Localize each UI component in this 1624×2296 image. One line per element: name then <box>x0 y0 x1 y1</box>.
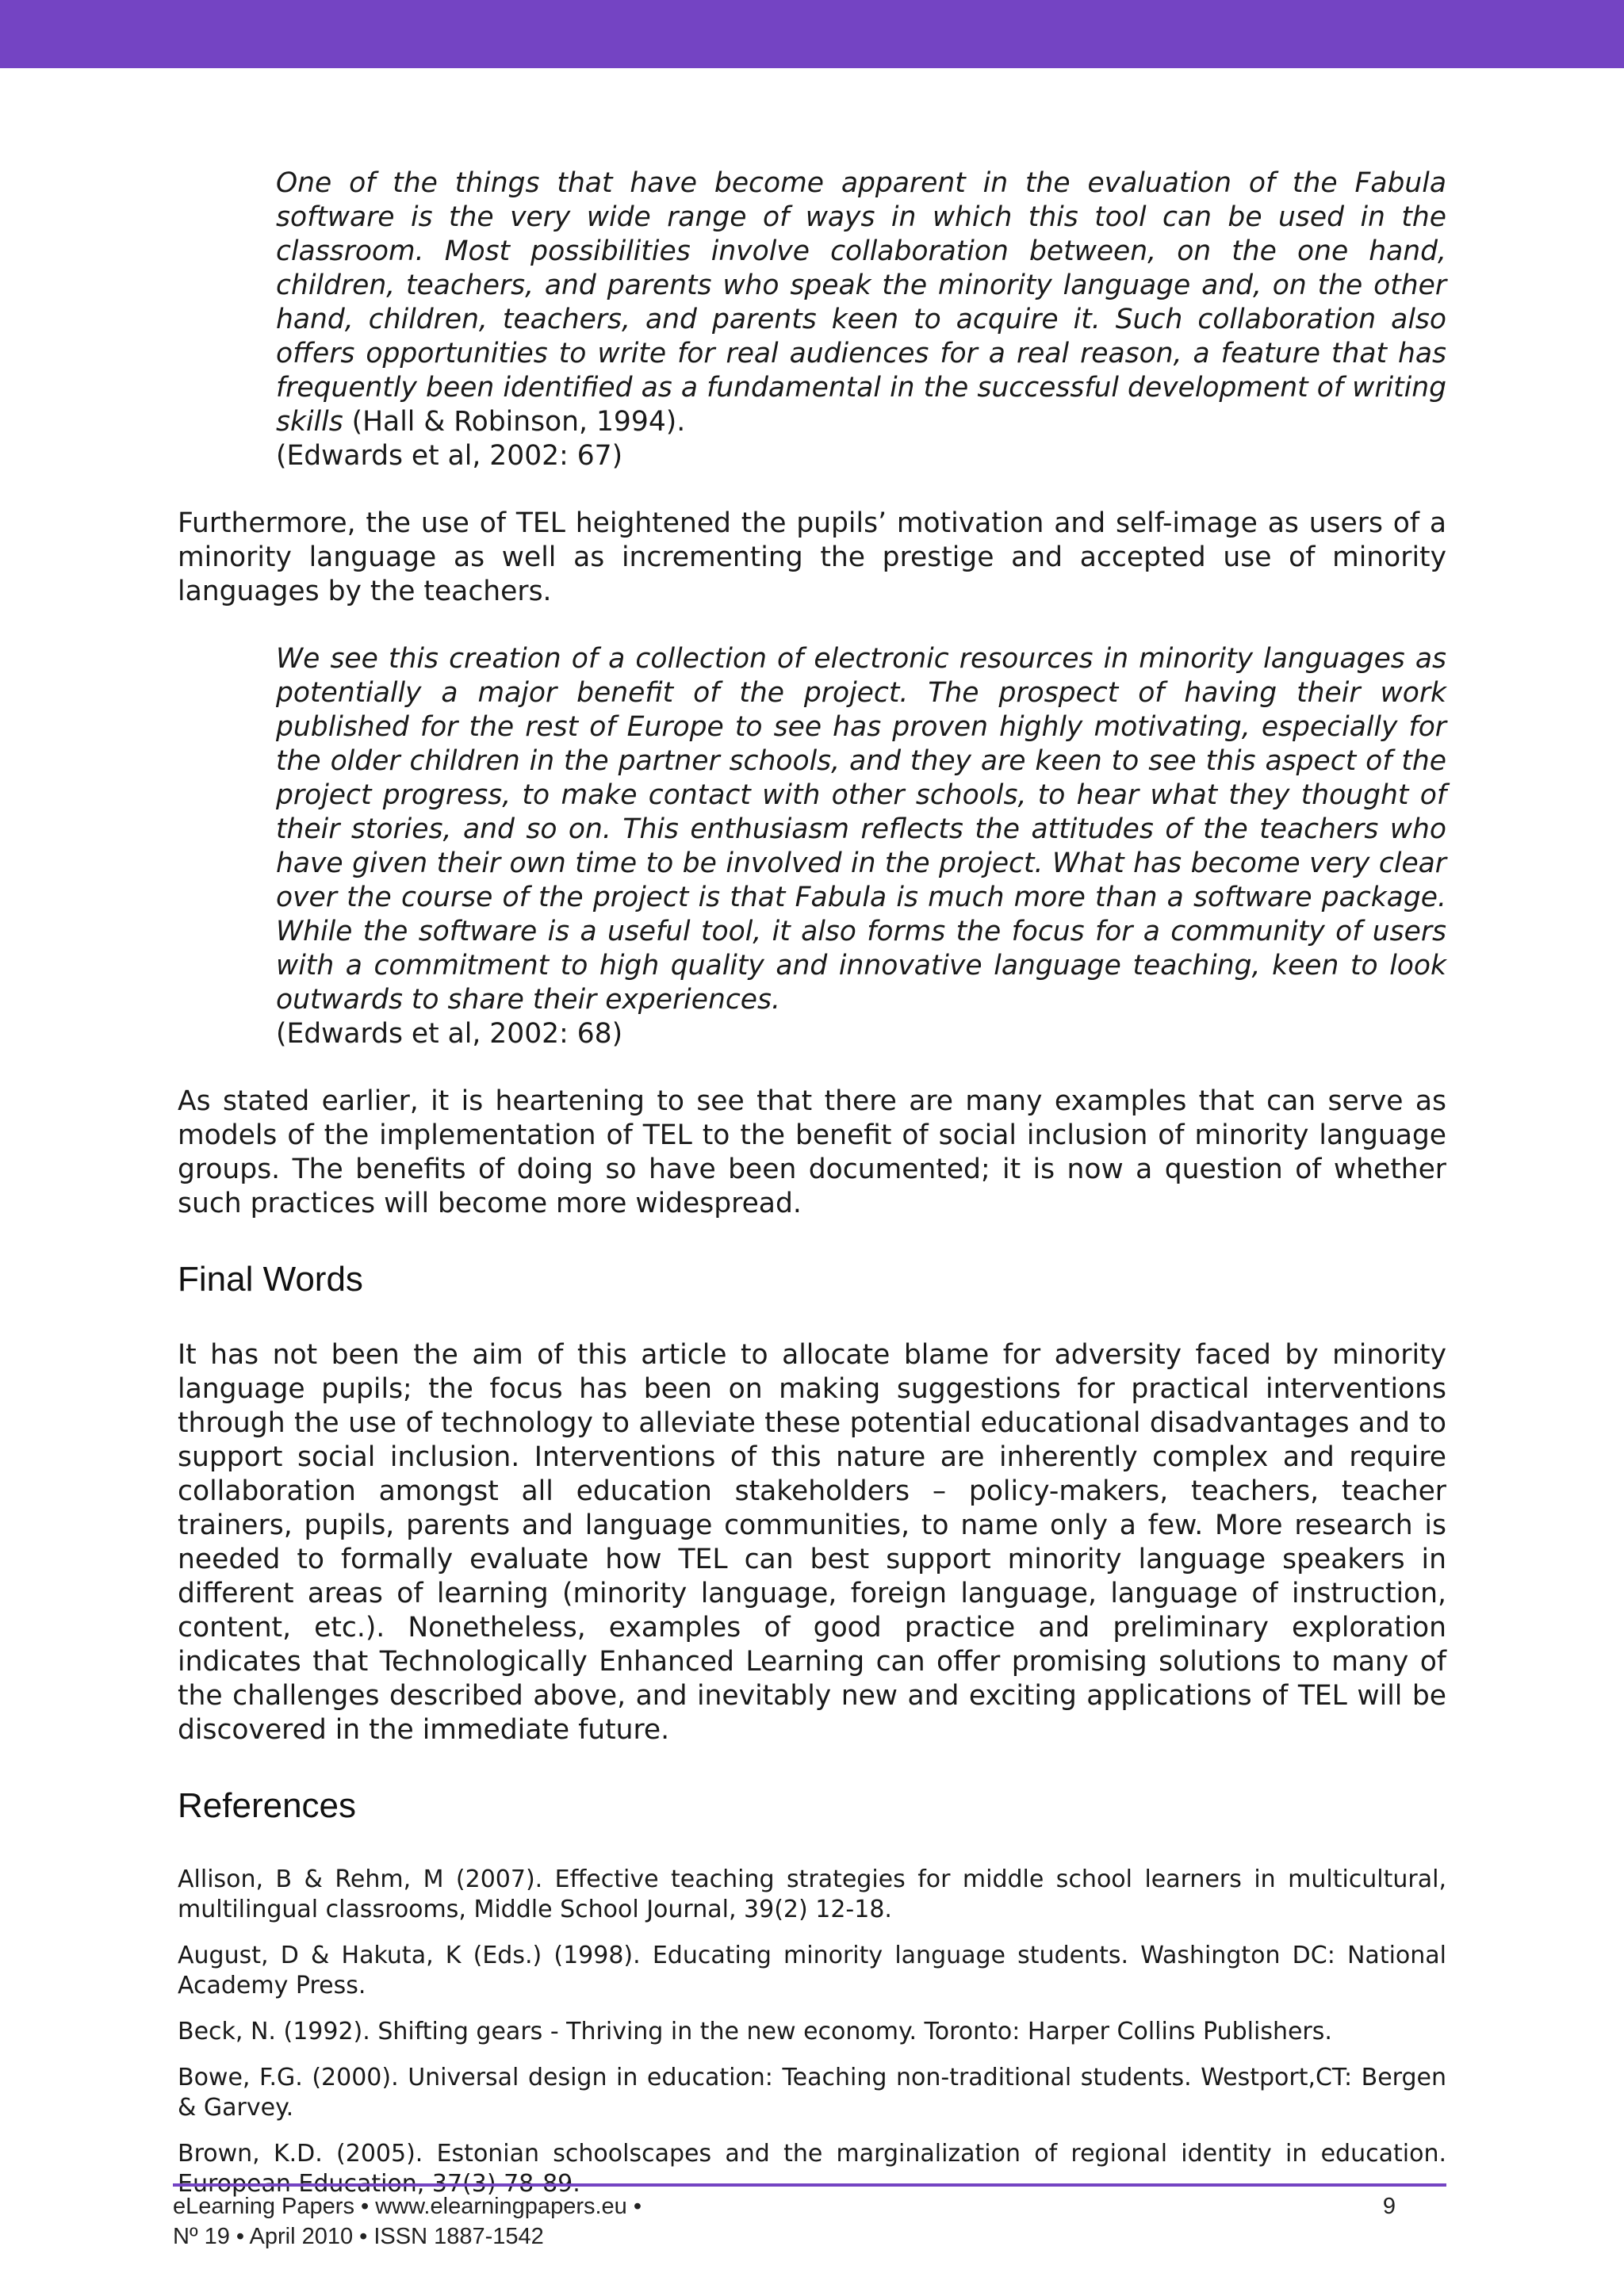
reference-item: August, D & Hakuta, K (Eds.) (1998). Educating minority language students. Washington DC: National Academy Press. <box>178 1942 1446 1999</box>
reference-item: Beck, N. (1992). Shifting gears - Thriving in the new economy. Toronto: Harper Collins Publishers. <box>178 2018 1332 2045</box>
paragraph-motivation: Furthermore, the use of TEL heightened the pupils’ motivation and self-image as users of a minority language as well as incrementing the prestige and accepted use of minority languages by the teachers. <box>178 507 1446 607</box>
inline-citation: (Hall & Robinson, 1994). <box>343 406 686 438</box>
section-heading-references: References <box>178 1786 357 1825</box>
quote-text: One of the things that have become apparent in the evaluation of the Fabula software is the very wide range of ways in which this tool can be used in the classroom. Most possibilities involve collaboration between, on the one hand, children, teachers, and parents who speak the minority language and, on the other hand, children, teachers, and parents keen to acquire it. Such collaboration also offers opportunities to write for real audiences for a real reason, a feature that has frequently been identified as a fundamental in the successful development of writing skills <box>276 167 1446 438</box>
reference-item: Bowe, F.G. (2000). Universal design in education: Teaching non-traditional students. Westport,CT: Bergen & Garvey. <box>178 2064 1446 2122</box>
reference-item: Allison, B & Rehm, M (2007). Effective teaching strategies for middle school learners in multicultural, multilingual classrooms, Middle School Journal, 39(2) 12-18. <box>178 1866 1446 1923</box>
block-quote-electronic-resources <box>276 642 1446 1051</box>
quote-source: (Edwards et al, 2002: 67) <box>276 440 623 472</box>
paragraph-final-words: It has not been the aim of this article to allocate blame for adversity faced by minority language pupils; the focus has been on making suggestions for practical interventions through the use of technology to alleviate these potential educational disadvantages and to support social inclusion. Interventions of this nature are inherently complex and require collaboration amongst all education stakeholders – policy-makers, teachers, teacher trainers, pupils, parents and language communities, to name only a few. More research is needed to formally evaluate how TEL can best support minority language speakers in different areas of learning (minority language, foreign language, language of instruction, content, etc.). Nonetheless, examples of good practice and preliminary exploration indicates that Technologically Enhanced Learning can offer promising solutions to many of the challenges described above, and inevitably new and exciting applications of TEL will be discovered in the immediate future. <box>178 1339 1446 1746</box>
reference-item: Brown, K.D. (2005). Estonian schoolscapes and the marginalization of regional identity in education. European Education, 37(3) 78-89. <box>178 2140 1446 2198</box>
quote-text: We see this creation of a collection of electronic resources in minority languages as potentially a major benefit of the project. The prospect of having their work published for the rest of Europe to see has proven highly motivating, especially for the older children in the partner schools, and they are keen to see this aspect of the project progress, to make contact with other schools, to hear what they thought of their stories, and so on. This enthusiasm reflects the attitudes of the teachers who have given their own time to be involved in the project. What has become very clear over the course of the project is that Fabula is much more than a software package. While the software is a useful tool, it also forms the focus for a community of users with a commitment to high quality and innovative language teaching, keen to look outwards to share their experiences. <box>276 643 1446 1016</box>
paragraph-models: As stated earlier, it is heartening to see that there are many examples that can serve as models of the implementation of TEL to the benefit of social inclusion of minority language groups. The benefits of doing so have been documented; it is now a question of whether such practices will become more widespread. <box>178 1085 1446 1219</box>
header-band <box>0 0 1624 68</box>
page-footer <box>173 2183 1446 2252</box>
page-number: 9 <box>1382 2194 1396 2219</box>
section-heading-final-words: Final Words <box>178 1260 363 1299</box>
block-quote-fabula-evaluation <box>276 166 1446 473</box>
footer-line-publication: eLearning Papers • www.elearningpapers.eu • <box>173 2194 642 2219</box>
reference-list <box>178 1865 1446 2199</box>
article-body <box>178 166 1446 2215</box>
quote-source: (Edwards et al, 2002: 68) <box>276 1018 623 1050</box>
footer-line-issue: Nº 19 • April 2010 • ISSN 1887-1542 <box>173 2224 544 2249</box>
